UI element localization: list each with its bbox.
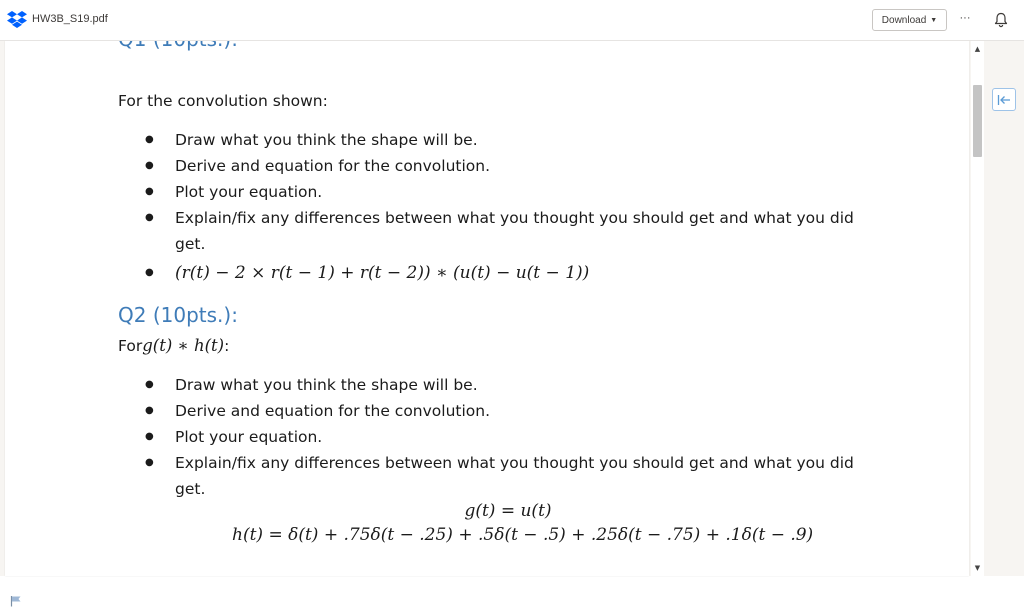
q2-colon: :	[224, 337, 230, 355]
scroll-down-icon[interactable]: ▼	[974, 564, 981, 572]
pdf-page	[5, 41, 969, 576]
q2-heading: Q2 (10pts.):	[118, 303, 238, 327]
list-item: ● Draw what you think the shape will be.	[118, 372, 858, 398]
list-item: ● Plot your equation.	[118, 424, 858, 450]
q1-bullet-list	[118, 127, 858, 286]
download-button[interactable]	[872, 9, 947, 31]
q2-expression: g(t) ∗ h(t)	[142, 336, 225, 355]
list-item	[118, 260, 858, 286]
collapse-sidebar-icon	[997, 94, 1011, 106]
q1-equation: (r(t) − 2 × r(t − 1) + r(t − 2)) ∗ (u(t) − u(t − 1))	[175, 263, 590, 283]
list-item: ● Explain/fix any differences between what you thought you should get and what you did get.	[118, 450, 858, 502]
top-bar	[0, 0, 1024, 41]
collapse-sidebar-button[interactable]	[992, 88, 1016, 111]
list-item: ● Derive and equation for the convolution.	[118, 398, 858, 424]
file-name: HW3B_S19.pdf	[32, 13, 108, 25]
document-viewer	[0, 41, 1024, 576]
list-item: ● Plot your equation.	[118, 179, 858, 205]
download-label: Download	[881, 14, 927, 26]
chevron-down-icon: ▼	[930, 17, 938, 24]
q2-equation-h: h(t) = δ(t) + .75δ(t − .25) + .5δ(t − .5) + .25δ(t − .75) + .1δ(t − .9)	[232, 525, 814, 545]
list-item: ● Draw what you think the shape will be.	[118, 127, 858, 153]
more-options-button[interactable]: ···	[959, 12, 971, 24]
list-item: ● Derive and equation for the convolution.	[118, 153, 858, 179]
bell-icon[interactable]	[994, 12, 1008, 28]
q2-equation-g: g(t) = u(t)	[464, 501, 552, 521]
q2-line	[118, 336, 229, 355]
flag-icon[interactable]	[10, 595, 22, 607]
scroll-up-icon[interactable]: ▲	[974, 45, 981, 53]
vertical-scrollbar[interactable]	[971, 41, 984, 576]
q2-for-word: For	[118, 337, 143, 355]
list-item: ● Explain/fix any differences between what you thought you should get and what you did get.	[118, 205, 858, 257]
scrollbar-thumb[interactable]	[973, 85, 982, 157]
q1-intro: For the convolution shown:	[118, 92, 328, 110]
dropbox-logo-icon[interactable]	[7, 11, 27, 29]
q2-bullet-list	[118, 372, 858, 502]
